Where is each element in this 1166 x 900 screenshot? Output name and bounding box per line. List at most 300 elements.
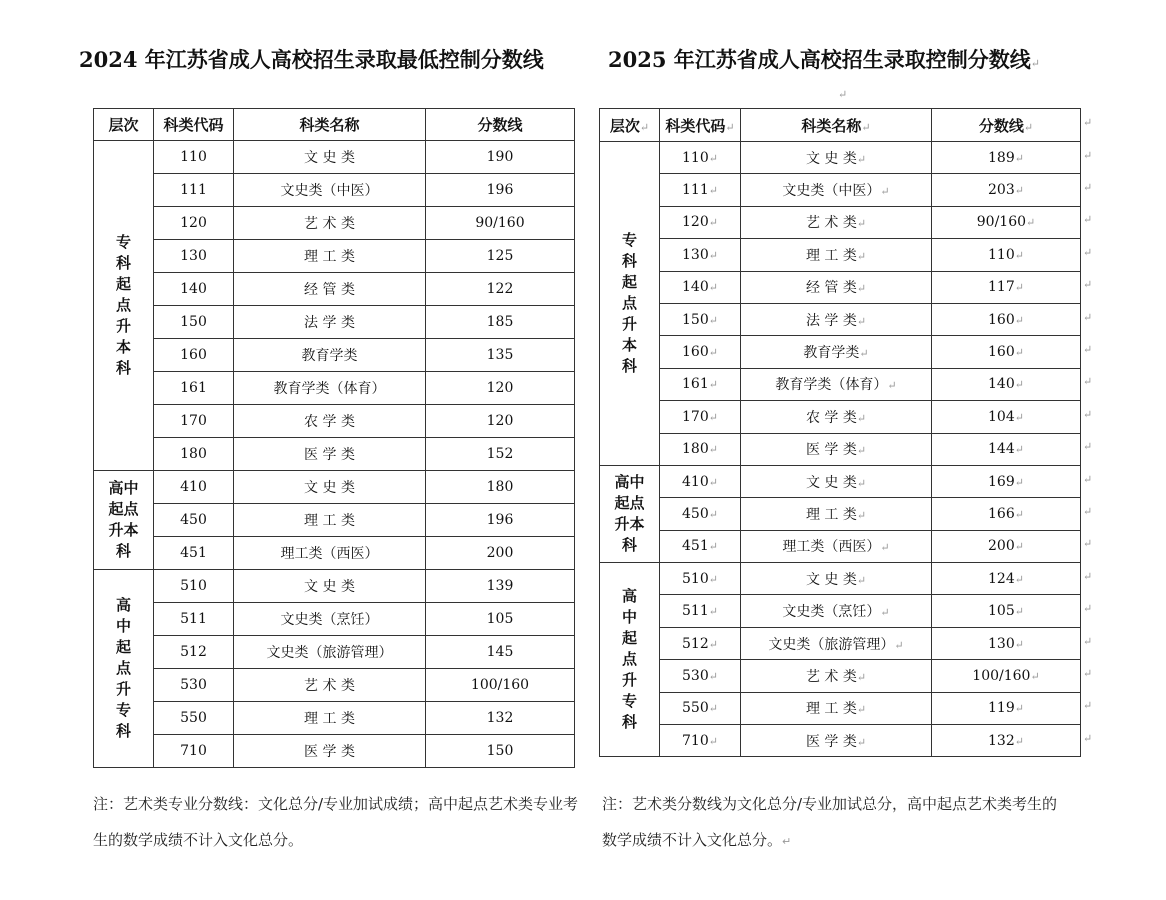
name-text: 文史类（中医） — [280, 183, 379, 199]
code-cell — [660, 530, 741, 562]
code-cell — [660, 595, 741, 627]
score-cell — [932, 368, 1081, 400]
score-text: 104 — [988, 408, 1015, 425]
name-cell — [234, 603, 426, 636]
score-text: 145 — [486, 644, 514, 660]
code-cell — [154, 735, 234, 768]
score-cell — [932, 239, 1081, 271]
score-cell — [426, 438, 575, 471]
paragraph-mark-icon: ↵ — [1014, 346, 1024, 360]
level-cell — [94, 471, 154, 570]
code-text: 511 — [180, 611, 207, 627]
score-cell — [426, 207, 575, 240]
paragraph-mark-icon: ↵ — [1014, 281, 1024, 295]
code-cell — [660, 465, 741, 497]
paragraph-mark-icon: ↵ — [782, 835, 792, 848]
row-end-mark-icon: ↵ — [1083, 213, 1093, 227]
score-text: 200 — [486, 545, 514, 561]
score-cell — [932, 174, 1081, 206]
paragraph-mark-icon: ↵ — [1014, 475, 1024, 489]
code-text: 451 — [682, 538, 709, 555]
score-text: 203 — [988, 182, 1015, 199]
name-text: 经 管 类 — [805, 280, 857, 297]
code-text: 512 — [180, 644, 207, 660]
code-text: 150 — [682, 311, 709, 328]
score-text: 120 — [486, 413, 514, 429]
code-cell — [154, 504, 234, 537]
name-text: 教育学类（体育） — [775, 377, 888, 394]
code-cell — [154, 603, 234, 636]
row-end-mark-icon: ↵ — [1083, 407, 1093, 421]
score-text: 196 — [486, 512, 514, 528]
paragraph-mark-icon: ↵ — [856, 670, 867, 684]
score-cell — [932, 336, 1081, 368]
code-text: 512 — [682, 635, 709, 652]
score-text: 117 — [988, 279, 1015, 296]
name-cell — [741, 563, 932, 595]
header-name-text: 科类名称 — [299, 116, 360, 134]
code-cell — [154, 702, 234, 735]
table-row — [600, 660, 1081, 692]
code-text: 410 — [682, 473, 709, 490]
row-end-mark-icon: ↵ — [1083, 602, 1093, 616]
score-cell — [426, 537, 575, 570]
name-cell — [741, 530, 932, 562]
paragraph-mark-icon: ↵ — [1014, 313, 1024, 327]
score-text: 200 — [988, 538, 1015, 555]
paragraph-mark-icon: ↵ — [639, 120, 650, 134]
row-end-mark-icon: ↵ — [1083, 148, 1093, 162]
name-text: 教育学类 — [301, 348, 358, 364]
code-text: 170 — [180, 413, 207, 429]
name-cell — [234, 405, 426, 438]
level-cell — [94, 570, 154, 768]
score-text: 125 — [486, 248, 514, 264]
code-text: 510 — [682, 570, 709, 587]
score-text: 152 — [486, 446, 514, 462]
name-cell — [741, 368, 932, 400]
score-text: 150 — [486, 743, 514, 759]
name-text: 理工类（西医） — [280, 546, 379, 562]
code-cell — [660, 239, 741, 271]
name-cell — [234, 240, 426, 273]
score-text: 139 — [486, 578, 514, 594]
code-cell — [660, 725, 741, 757]
header-name-text: 科类名称 — [801, 116, 862, 135]
table-row — [600, 303, 1081, 335]
name-cell — [741, 465, 932, 497]
header-score-text: 分数线 — [477, 116, 523, 134]
header-code-text: 科类代码 — [163, 116, 224, 134]
title-2025 — [608, 44, 1040, 74]
paragraph-mark-icon: ↵ — [856, 411, 867, 425]
level-cell — [94, 141, 154, 471]
row-end-mark-icon: ↵ — [1083, 375, 1093, 389]
name-cell — [741, 142, 932, 174]
score-cell — [426, 141, 575, 174]
score-cell — [426, 306, 575, 339]
score-cell — [426, 372, 575, 405]
name-cell — [741, 692, 932, 724]
table-row — [94, 570, 575, 603]
code-cell — [154, 339, 234, 372]
score-table-2024 — [93, 108, 575, 768]
code-text: 510 — [180, 578, 207, 594]
name-cell — [234, 438, 426, 471]
name-cell — [234, 702, 426, 735]
row-end-mark-icon: ↵ — [1083, 504, 1093, 518]
score-text: 122 — [486, 281, 514, 297]
row-end-mark-icon: ↵ — [1083, 310, 1093, 324]
paragraph-mark-icon: ↵ — [856, 703, 867, 717]
name-cell — [741, 660, 932, 692]
table-row — [600, 530, 1081, 562]
paragraph-mark-icon: ↵ — [708, 475, 718, 489]
score-cell — [426, 636, 575, 669]
name-text: 医 学 类 — [304, 447, 355, 463]
score-cell — [932, 206, 1081, 238]
code-cell — [154, 306, 234, 339]
paragraph-mark-icon: ↵ — [856, 314, 867, 328]
code-cell — [660, 142, 741, 174]
name-text: 艺 术 类 — [805, 668, 857, 685]
code-text: 450 — [682, 505, 709, 522]
code-cell — [154, 471, 234, 504]
name-cell — [234, 537, 426, 570]
name-text: 文史类（烹饪） — [782, 604, 881, 621]
score-text: 120 — [486, 380, 514, 396]
code-text: 710 — [682, 732, 709, 749]
level-text: 专科起点升本科 — [115, 233, 131, 377]
paragraph-mark-icon: ↵ — [708, 378, 718, 392]
paragraph-mark-icon: ↵ — [1026, 216, 1036, 230]
code-cell — [660, 660, 741, 692]
row-end-mark-icon: ↵ — [1083, 634, 1093, 648]
name-text: 文史类（烹饪） — [280, 612, 379, 628]
name-cell — [741, 239, 932, 271]
table-row — [600, 498, 1081, 530]
level-text: 专科起点升本科 — [621, 230, 637, 375]
table-row — [94, 471, 575, 504]
paragraph-mark-icon: ↵ — [861, 120, 871, 134]
header-score — [932, 109, 1081, 142]
paragraph-mark-icon: ↵ — [1030, 669, 1040, 683]
code-text: 161 — [682, 376, 709, 393]
paragraph-mark-icon: ↵ — [725, 120, 735, 134]
paragraph-mark-icon: ↵ — [880, 185, 890, 199]
name-cell — [234, 339, 426, 372]
code-text: 160 — [180, 347, 207, 363]
score-text: 135 — [486, 347, 514, 363]
code-cell — [660, 271, 741, 303]
paragraph-mark-icon: ↵ — [1014, 572, 1024, 586]
code-cell — [660, 563, 741, 595]
code-cell — [660, 433, 741, 465]
code-text: 111 — [180, 182, 207, 198]
name-cell — [741, 627, 932, 659]
table-row — [94, 273, 575, 306]
code-cell — [154, 240, 234, 273]
name-text: 文 史 类 — [304, 150, 355, 166]
score-text: 160 — [988, 311, 1015, 328]
code-cell — [660, 692, 741, 724]
name-cell — [234, 174, 426, 207]
score-cell — [932, 563, 1081, 595]
table-row — [600, 239, 1081, 271]
paragraph-mark-icon: ↵ — [708, 346, 718, 360]
level-cell — [600, 465, 660, 562]
level-text: 高中起点升专科 — [621, 587, 637, 732]
table-row — [600, 206, 1081, 238]
score-cell — [426, 735, 575, 768]
code-text: 530 — [180, 677, 207, 693]
paragraph-mark-icon: ↵ — [1014, 734, 1024, 748]
name-cell — [234, 141, 426, 174]
name-cell — [741, 401, 932, 433]
name-cell — [741, 303, 932, 335]
score-cell — [426, 603, 575, 636]
name-text: 医 学 类 — [805, 733, 857, 750]
name-text: 文 史 类 — [304, 579, 355, 595]
score-cell — [932, 692, 1081, 724]
name-text: 教育学类 — [803, 345, 860, 362]
score-cell — [932, 303, 1081, 335]
code-cell — [660, 498, 741, 530]
name-cell — [741, 725, 932, 757]
name-text: 文 史 类 — [805, 571, 857, 588]
score-text: 119 — [988, 700, 1015, 717]
name-cell — [234, 273, 426, 306]
paragraph-mark-icon: ↵ — [708, 184, 718, 198]
paragraph-mark-icon: ↵ — [856, 508, 867, 522]
note-2025 — [602, 786, 1072, 860]
code-cell — [154, 372, 234, 405]
table-row — [600, 271, 1081, 303]
score-text: 189 — [988, 149, 1015, 166]
score-cell — [932, 725, 1081, 757]
name-text: 文史类（旅游管理） — [266, 645, 393, 661]
table-row — [94, 603, 575, 636]
table-row — [600, 465, 1081, 497]
header-code-text: 科类代码 — [665, 116, 726, 135]
table-row — [600, 692, 1081, 724]
score-cell — [426, 504, 575, 537]
code-text: 130 — [180, 248, 207, 264]
score-text: 100/160 — [972, 667, 1031, 684]
score-text: 144 — [988, 441, 1015, 458]
score-text: 110 — [988, 246, 1015, 263]
paragraph-mark-icon: ↵ — [708, 313, 718, 327]
table-row — [600, 336, 1081, 368]
table-row — [94, 537, 575, 570]
header-score-text: 分数线 — [978, 116, 1024, 135]
level-cell — [600, 563, 660, 757]
code-cell — [154, 207, 234, 240]
name-text: 艺 术 类 — [805, 215, 857, 232]
score-cell — [932, 660, 1081, 692]
table-row — [600, 627, 1081, 659]
paragraph-mark-icon: ↵ — [1014, 637, 1024, 651]
paragraph-mark-icon: ↵ — [856, 735, 867, 749]
score-text: 196 — [486, 182, 514, 198]
score-cell — [932, 498, 1081, 530]
paragraph-mark-icon: ↵ — [856, 249, 867, 263]
row-end-mark-icon: ↵ — [1083, 245, 1093, 259]
score-cell — [932, 433, 1081, 465]
name-text: 文史类（中医） — [782, 183, 881, 200]
table-row — [600, 563, 1081, 595]
paragraph-mark-icon: ↵ — [708, 281, 718, 295]
name-text: 医 学 类 — [304, 744, 355, 760]
paragraph-mark-icon: ↵ — [1014, 443, 1024, 457]
row-end-mark-icon: ↵ — [1083, 731, 1093, 745]
paragraph-mark-icon: ↵ — [838, 88, 848, 101]
name-text: 医 学 类 — [805, 442, 857, 459]
score-cell — [426, 702, 575, 735]
table-row — [600, 368, 1081, 400]
name-text: 文 史 类 — [805, 150, 857, 167]
paragraph-mark-icon: ↵ — [1014, 248, 1024, 262]
code-text: 111 — [682, 182, 709, 199]
paragraph-mark-icon: ↵ — [856, 217, 867, 231]
table-row — [94, 141, 575, 174]
score-cell — [932, 142, 1081, 174]
paragraph-mark-icon: ↵ — [708, 151, 718, 165]
table-header-row — [600, 109, 1081, 142]
code-cell — [660, 174, 741, 206]
name-cell — [741, 595, 932, 627]
title-2024: 2024 年江苏省成人高校招生录取最低控制分数线 — [79, 47, 544, 72]
code-text: 511 — [682, 603, 709, 620]
row-end-mark-icon: ↵ — [1083, 116, 1093, 129]
code-text: 550 — [180, 710, 207, 726]
name-cell — [741, 206, 932, 238]
paragraph-mark-icon: ↵ — [708, 443, 718, 457]
name-text: 法 学 类 — [304, 315, 355, 331]
header-level — [94, 109, 154, 141]
name-cell — [741, 433, 932, 465]
paragraph-mark-icon: ↵ — [708, 216, 718, 230]
row-end-mark-icon: ↵ — [1083, 699, 1093, 713]
name-cell — [234, 636, 426, 669]
code-text: 120 — [180, 215, 207, 231]
score-text: 166 — [988, 505, 1015, 522]
score-text: 180 — [486, 479, 514, 495]
table-row — [94, 636, 575, 669]
row-end-mark-icon: ↵ — [1083, 472, 1093, 486]
score-cell — [932, 595, 1081, 627]
level-text: 高中起点升专科 — [115, 596, 131, 740]
row-end-mark-icon: ↵ — [1083, 537, 1093, 551]
header-level-text: 层次 — [108, 116, 139, 134]
row-end-mark-icon: ↵ — [1083, 278, 1093, 292]
name-text: 理 工 类 — [805, 701, 857, 718]
header-level-text: 层次 — [609, 116, 640, 135]
code-text: 180 — [682, 441, 709, 458]
table-row — [94, 405, 575, 438]
name-text: 理工类（西医） — [782, 539, 881, 556]
code-text: 160 — [682, 344, 709, 361]
score-cell — [932, 530, 1081, 562]
code-text: 170 — [682, 408, 709, 425]
score-cell — [426, 174, 575, 207]
score-cell — [932, 401, 1081, 433]
code-text: 710 — [180, 743, 207, 759]
table-row — [94, 339, 575, 372]
paragraph-mark-icon: ↵ — [1030, 57, 1040, 70]
table-row — [600, 401, 1081, 433]
code-cell — [660, 401, 741, 433]
paragraph-mark-icon: ↵ — [1014, 507, 1024, 521]
table-row — [600, 174, 1081, 206]
name-text: 教育学类（体育） — [273, 381, 386, 397]
note-2025-text: 注：艺术类分数线为文化总分/专业加试总分，高中起点艺术类考生的数学成绩不计入文化总分。 — [602, 795, 1058, 849]
header-name — [234, 109, 426, 141]
code-text: 140 — [682, 279, 709, 296]
code-cell — [660, 336, 741, 368]
score-text: 105 — [486, 611, 514, 627]
code-text: 110 — [180, 149, 207, 165]
score-text: 132 — [486, 710, 514, 726]
score-text: 190 — [486, 149, 514, 165]
name-text: 法 学 类 — [805, 312, 857, 329]
paragraph-mark-icon: ↵ — [1014, 702, 1024, 716]
table-row — [94, 240, 575, 273]
paragraph-mark-icon: ↵ — [1014, 410, 1024, 424]
code-cell — [660, 303, 741, 335]
paragraph-mark-icon: ↵ — [894, 638, 904, 652]
score-text: 90/160 — [976, 214, 1027, 231]
score-text: 140 — [988, 376, 1015, 393]
code-cell — [154, 405, 234, 438]
paragraph-mark-icon: ↵ — [708, 702, 718, 716]
name-text: 理 工 类 — [805, 247, 857, 264]
paragraph-mark-icon: ↵ — [708, 248, 718, 262]
name-cell — [234, 570, 426, 603]
paragraph-mark-icon: ↵ — [1014, 184, 1024, 198]
name-text: 文史类（旅游管理） — [768, 636, 895, 653]
paragraph-mark-icon: ↵ — [708, 669, 718, 683]
name-cell — [234, 504, 426, 537]
name-text: 理 工 类 — [304, 711, 355, 727]
row-end-mark-icon: ↵ — [1083, 569, 1093, 583]
paragraph-mark-icon: ↵ — [708, 572, 718, 586]
score-cell — [426, 570, 575, 603]
paragraph-mark-icon: ↵ — [880, 606, 890, 620]
paragraph-mark-icon: ↵ — [856, 476, 867, 490]
code-cell — [660, 368, 741, 400]
name-cell — [234, 207, 426, 240]
score-cell — [426, 669, 575, 702]
code-cell — [660, 627, 741, 659]
table-row — [94, 306, 575, 339]
table-row — [94, 702, 575, 735]
paragraph-mark-icon: ↵ — [1014, 378, 1024, 392]
paragraph-mark-icon: ↵ — [708, 540, 718, 554]
paragraph-mark-icon: ↵ — [856, 282, 867, 296]
table-row — [94, 438, 575, 471]
name-cell — [234, 306, 426, 339]
code-cell — [154, 174, 234, 207]
name-text: 经 管 类 — [304, 282, 355, 298]
code-text: 410 — [180, 479, 207, 495]
code-cell — [660, 206, 741, 238]
row-end-mark-icon: ↵ — [1083, 343, 1093, 357]
level-text: 高中起点升本科 — [108, 479, 139, 560]
table-row — [94, 174, 575, 207]
score-cell — [932, 271, 1081, 303]
table-row — [600, 725, 1081, 757]
